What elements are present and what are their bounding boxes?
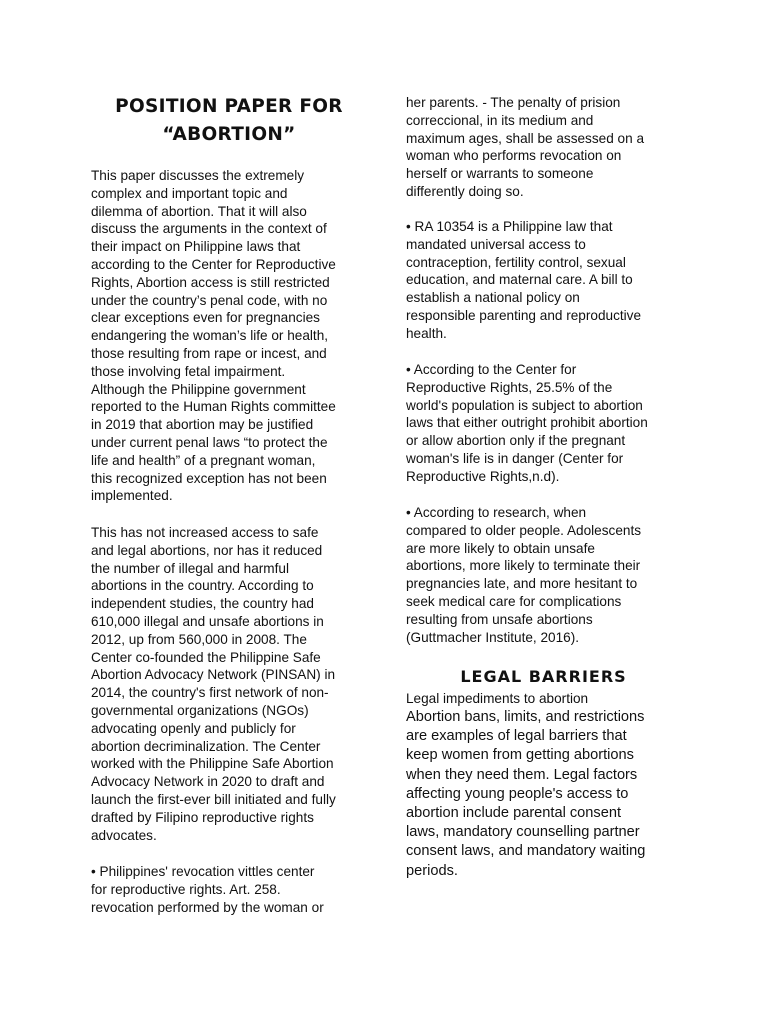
page-title	[91, 93, 367, 149]
intro-paragraph: This paper discusses the extremely complex and important topic and dilemma of abortion. That it will also discuss the arguments in the context of their impact on Philippine laws that according to the Center for Reproductive Rights, Abortion access is still restricted under the country’s penal code, with no clear exceptions even for pregnancies endangering the woman’s life or health, those resulting from rape or incest, and those involving fetal impairment. Although the Philippine government reported to the Human Rights committee in 2019 that abortion may be justified under current penal laws “to protect the life and health” of a pregnant woman, this recognized exception has not been implemented.	[91, 168, 336, 504]
crr-bullet: • According to the Center for Reproductive Rights, 25.5% of the world's population is subject to abortion laws that either outright prohibit abortion or allow abortion only if the pregnant woman's life is in danger (Center for Reproductive Rights,n.d).	[406, 362, 648, 484]
page-title-line-1: POSITION PAPER FOR	[115, 96, 343, 117]
research-bullet: • According to research, when compared to older people. Adolescents are more likely to obtain unsafe abortions, more likely to terminate their pregnancies late, and more hesitant to seek medical care for complications resulting from unsafe abortions (Guttmacher Institute, 2016).	[406, 505, 642, 645]
access-paragraph: This has not increased access to safe and legal abortions, nor has it reduced the number of illegal and harmful abortions in the country. According to independent studies, the country had 610,000 illegal and unsafe abortions in 2012, up from 560,000 in 2008. The Center co-founded the Philippine Safe Abortion Advocacy Network (PINSAN) in 2014, the country's first network of non- governmental organizations (NGOs) advocating openly and publicly for abortion decriminalization. The Center worked with the Philippine Safe Abortion Advocacy Network in 2020 to draft and launch the first-ever bill initiated and fully drafted by Filipino reproductive rights advocates.	[91, 525, 336, 843]
legal-barriers-heading: LEGAL BARRIERS	[460, 667, 627, 686]
revocation-bullet: • Philippines' revocation vittles center for reproductive rights. Art. 258. revocation performed by the woman or	[91, 864, 324, 915]
page-title-line-2: “ABORTION”	[162, 124, 296, 145]
legal-barriers-paragraph: Abortion bans, limits, and restrictions are examples of legal barriers that keep women from getting abortions when they need them. Legal factors affecting young people's access to abortion include parental consent laws, mandatory counselling partner consent laws, and mandatory waiting periods.	[406, 709, 646, 879]
legal-subtitle: Legal impediments to abortion	[406, 691, 589, 706]
ra10354-bullet: • RA 10354 is a Philippine law that mandated universal access to contraception, fertility control, sexual education, and maternal care. A bill to establish a national policy on responsible parenting and reproductive health.	[406, 219, 642, 341]
continuation-paragraph: her parents. - The penalty of prision correccional, in its medium and maximum ages, shall be assessed on a woman who performs revocation on herself or warrants to someone differently doing so.	[406, 95, 645, 199]
